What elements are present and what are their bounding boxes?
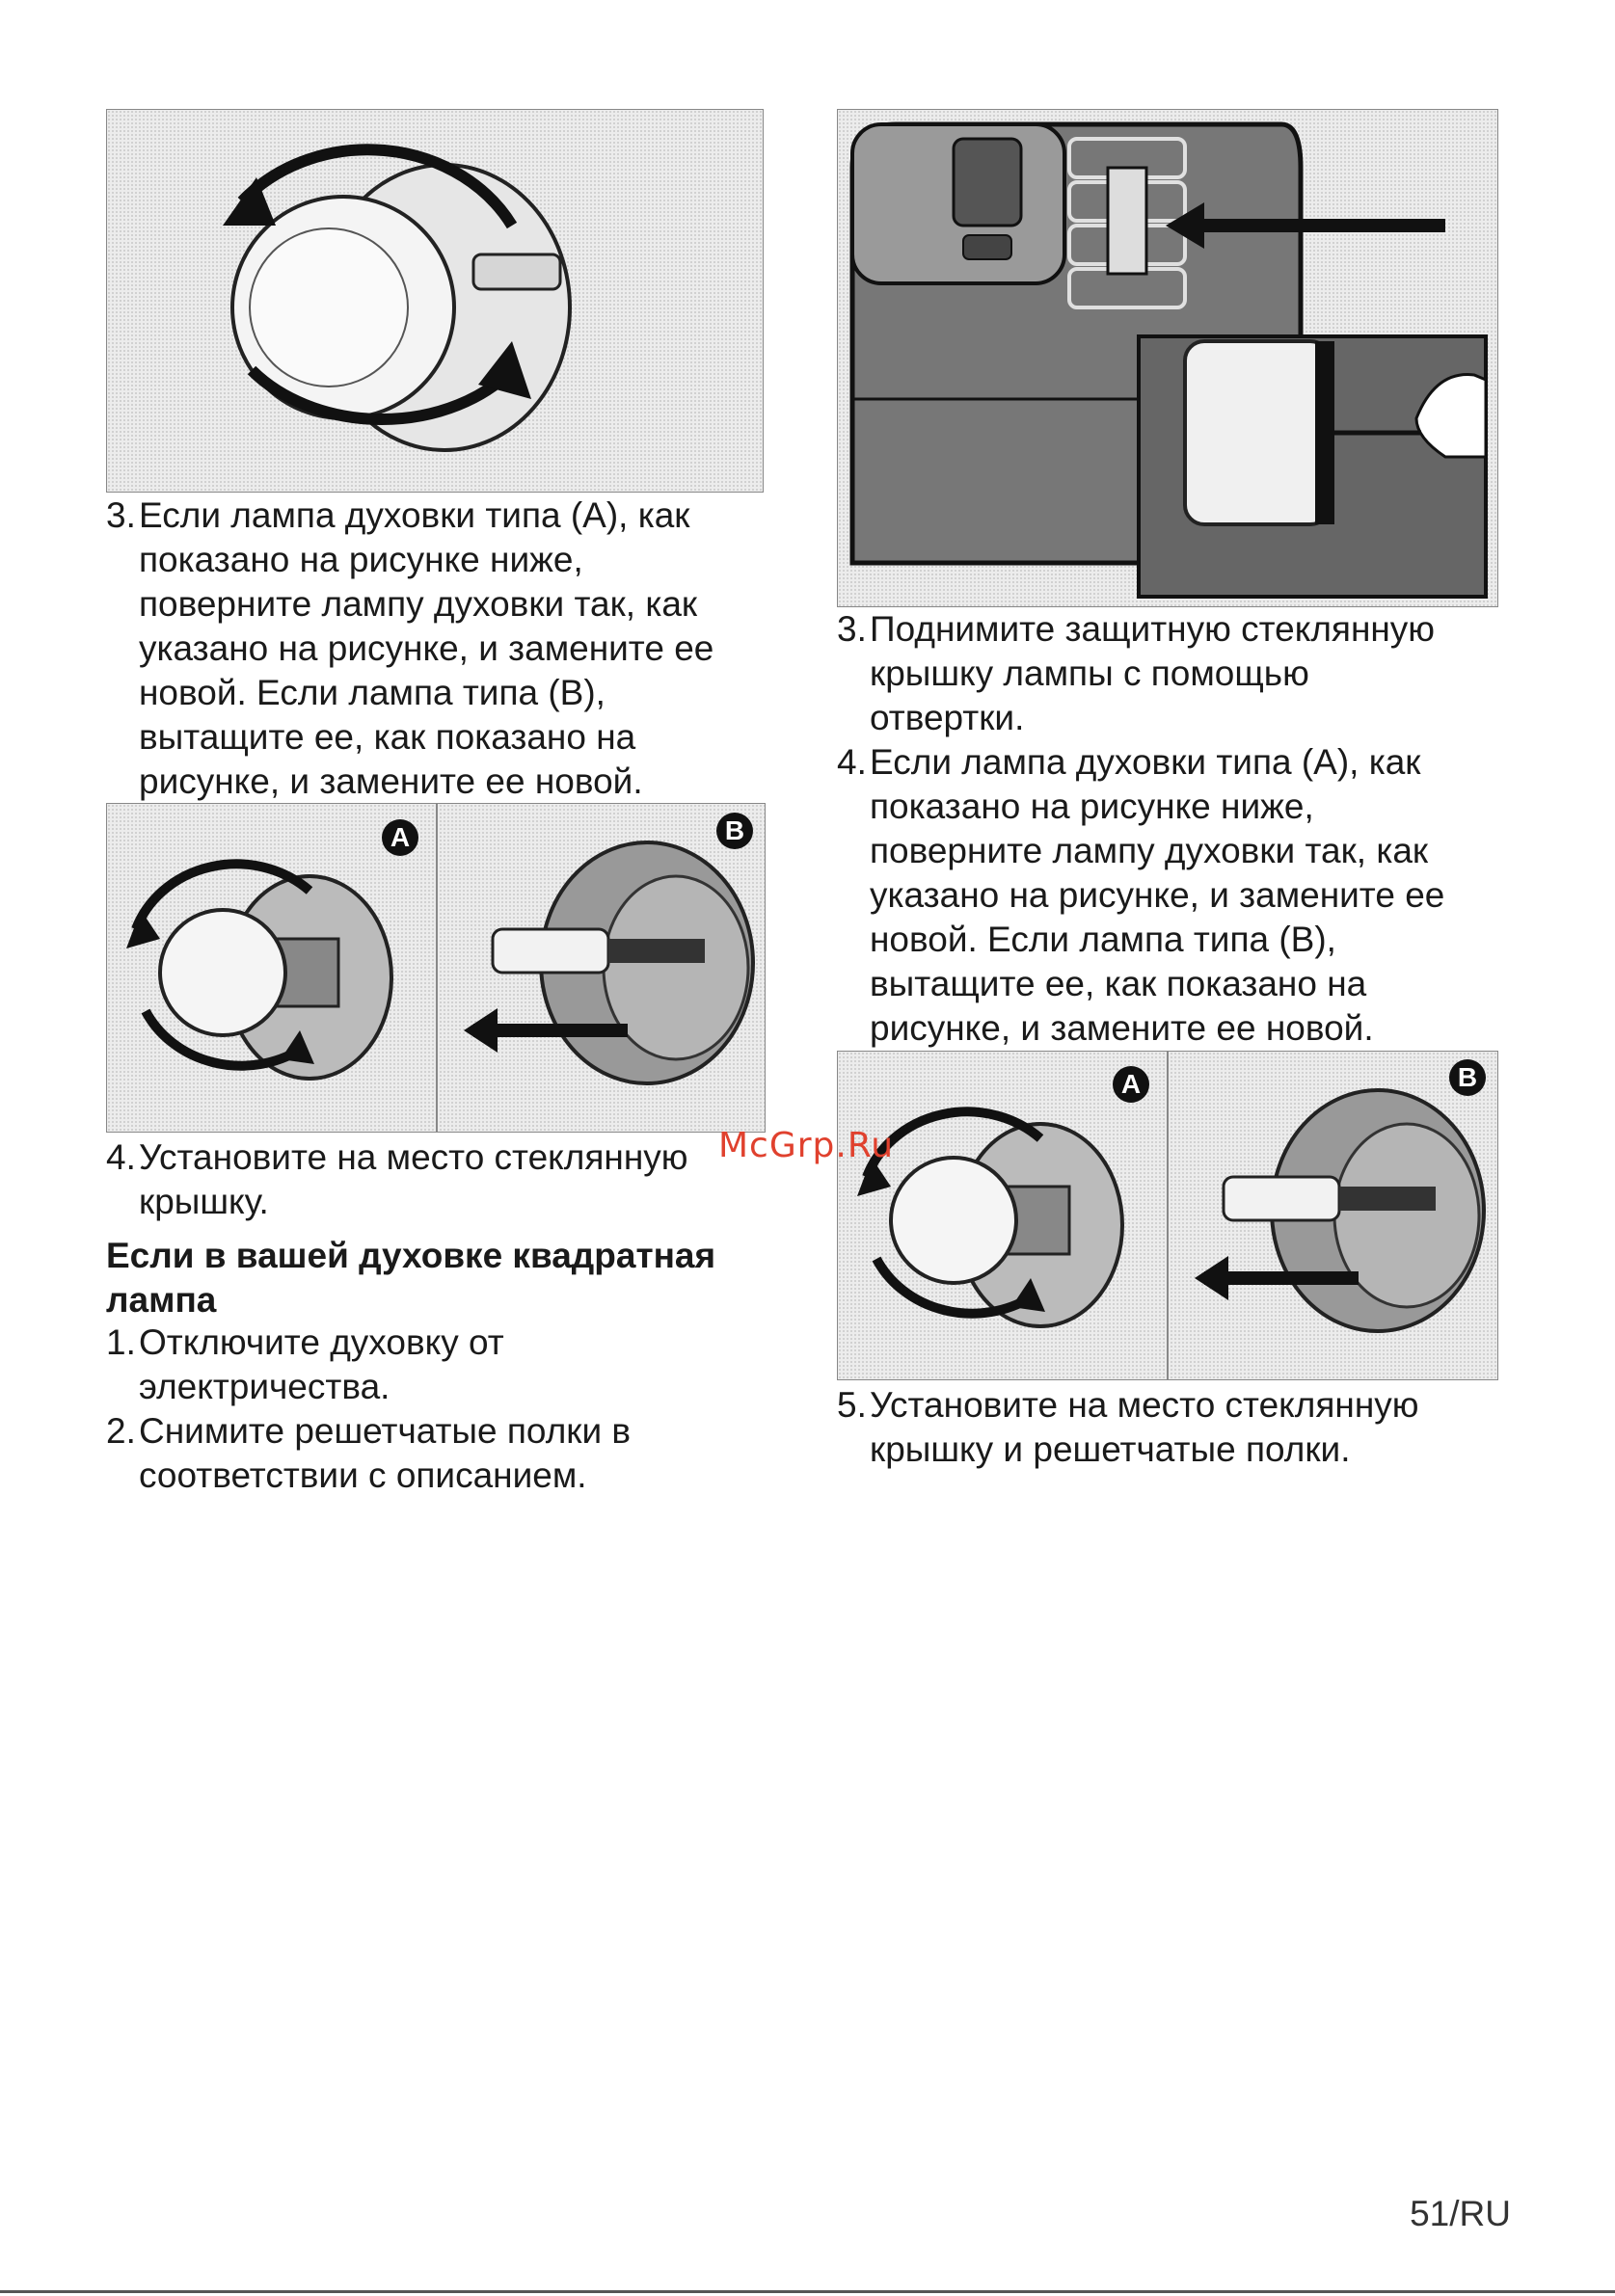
left-step-2 (106, 1409, 771, 1498)
square-lamp-heading (106, 1234, 781, 1322)
step-number: 2. (106, 1411, 136, 1451)
badge-a-icon: A (382, 819, 418, 856)
watermark: McGrp.Ru (718, 1126, 895, 1165)
step-line: Поднимите защитную стеклянную (870, 609, 1436, 649)
step-line: Если лампа духовки типа (A), как (139, 495, 690, 535)
step-line: рисунке, и замените ее новой. (870, 1008, 1374, 1048)
step-line: новой. Если лампа типа (B), (870, 920, 1336, 959)
step-number: 1. (106, 1322, 136, 1362)
heading-line: лампа (106, 1280, 217, 1320)
step-line: Если лампа духовки типа (A), как (870, 742, 1421, 782)
left-step-3 (106, 494, 771, 804)
page-number: 51/RU (1410, 2194, 1511, 2233)
figure-lamp-types-ab-right (837, 1051, 1498, 1380)
figure-oven-square-lamp (837, 109, 1498, 607)
badge-b-icon: B (1449, 1059, 1486, 1096)
left-step-1 (106, 1321, 771, 1409)
step-number: 3. (106, 495, 136, 535)
figure-round-lamp-rotate (106, 109, 764, 493)
step-line: новой. Если лампа типа (B), (139, 673, 606, 712)
figure-lamp-types-ab-left (106, 803, 766, 1133)
step-line: поверните лампу духовки так, как (139, 584, 698, 624)
badge-b-icon: B (716, 813, 753, 849)
right-step-5 (837, 1383, 1512, 1472)
step-number: 4. (106, 1137, 136, 1177)
step-line: вытащите ее, как показано на (139, 717, 636, 757)
step-number: 5. (837, 1385, 867, 1425)
step-line: Отключите духовку от (139, 1322, 504, 1362)
step-line: электричества. (139, 1367, 390, 1406)
step-number: 4. (837, 742, 867, 782)
step-line: показано на рисунке ниже, (870, 787, 1314, 826)
right-step-3 (837, 607, 1512, 740)
step-line: крышку. (139, 1182, 269, 1221)
heading-line: Если в вашей духовке квадратная (106, 1236, 716, 1275)
right-step-4 (837, 740, 1512, 1051)
step-line: указано на рисунке, и замените ее (870, 875, 1445, 915)
step-line: отвертки. (870, 698, 1025, 737)
step-line: указано на рисунке, и замените ее (139, 628, 714, 668)
step-line: Установите на место стеклянную (139, 1137, 688, 1177)
step-line: крышку лампы с помощью (870, 654, 1309, 693)
step-line: вытащите ее, как показано на (870, 964, 1367, 1003)
step-line: соответствии с описанием. (139, 1455, 587, 1495)
step-line: Установите на место стеклянную (870, 1385, 1419, 1425)
step-line: крышку и решетчатые полки. (870, 1429, 1351, 1469)
step-line: показано на рисунке ниже, (139, 540, 583, 579)
step-line: рисунке, и замените ее новой. (139, 761, 643, 801)
left-step-4 (106, 1135, 771, 1224)
step-number: 3. (837, 609, 867, 649)
badge-a-icon: A (1113, 1066, 1149, 1103)
step-line: Снимите решетчатые полки в (139, 1411, 632, 1451)
step-line: поверните лампу духовки так, как (870, 831, 1429, 870)
bottom-divider (0, 2290, 1615, 2293)
